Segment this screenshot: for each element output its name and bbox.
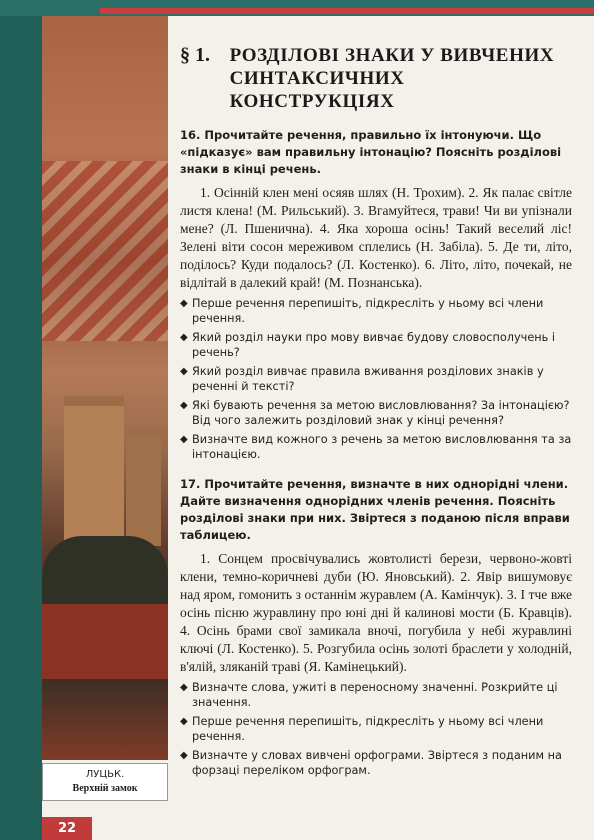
question-item bbox=[180, 714, 572, 744]
lutsk-castle-photo bbox=[42, 16, 168, 760]
diamond-icon: ◆ bbox=[180, 400, 188, 411]
question-item bbox=[180, 432, 572, 462]
exercise-17-text: 1. Сонцем просвічувались жовтолисті берези, червоно-жовті клени, темно-коричневі дуби (Ю. Яновський). 2. Явір вишумовує над яром, гомонить з останнім журавлем (А. Камінчук). 3. І тче вже осінь пісню журавлину про юні дні й калинові мости (Б. Кравців). 4. Осінь брами свої замикала вночі, погубила у небі журавлині ключі (Л. Костенко). 5. Розгубила осінь золоті браслети у холодній, в'ялій, зляканій траві (Я. Камінецький). bbox=[180, 551, 572, 674]
diamond-icon: ◆ bbox=[180, 434, 188, 445]
question-text: Які бувають речення за метою висловлювання? За інтонацією? Від чого залежить розділовий знак у кінці речення? bbox=[192, 399, 570, 427]
caption-city: ЛУЦЬК. bbox=[85, 769, 125, 780]
diamond-icon: ◆ bbox=[180, 366, 188, 377]
exercise-16-text: 1. Осінній клен мені осяяв шлях (Н. Трохим). 2. Як палає світле листя клена! (М. Рильський). 3. Вгамуйтеся, трави! Чи ви упізнали мене? (Л. Пшенична). 4. Яка хороша осінь! Такий веселий ліс! Зелені віти сосон мереживом сплелись (Н. Забіла). 5. Де ти, літо, поділось? Куди подалось? (Л. Костенко). 6. Літо, літо, почекай, не відлітай в далекий край! (М. Познанська). bbox=[180, 185, 572, 290]
exercise-16-questions bbox=[180, 296, 572, 462]
question-text: Визначте вид кожного з речень за метою висловлювання та за інтонацією. bbox=[192, 433, 572, 461]
exercise-17-heading: 17. Прочитайте речення, визначте в них однорідні члени. Дайте визначення однорідних членів речення. Поясніть розділові знаки при них. Звіртеся з поданою після вправи таблицею. bbox=[180, 477, 570, 542]
question-text: Визначте у словах вивчені орфограми. Звіртеся з поданим на форзаці переліком орфограм. bbox=[192, 749, 562, 777]
question-text: Перше речення перепишіть, підкресліть у ньому всі члени речення. bbox=[192, 715, 544, 743]
caption-place: Верхній замок bbox=[72, 783, 138, 794]
question-item bbox=[180, 680, 572, 710]
section-title-text bbox=[230, 44, 572, 113]
question-text: Який розділ науки про мову вивчає будову словосполучень і речень? bbox=[192, 331, 556, 359]
diamond-icon: ◆ bbox=[180, 716, 188, 727]
question-text: Перше речення перепишіть, підкресліть у ньому всі члени речення. bbox=[192, 297, 544, 325]
photo-caption bbox=[42, 763, 168, 801]
section-title-line2: СИНТАКСИЧНИХ КОНСТРУКЦІЯХ bbox=[229, 68, 405, 112]
question-text: Який розділ вивчає правила вживання розділових знаків у реченні й тексті? bbox=[192, 365, 544, 393]
photo-tower-secondary bbox=[126, 436, 161, 546]
page-number: 22 bbox=[42, 817, 92, 840]
exercise-16-heading: 16. Прочитайте речення, правильно їх інтонуючи. Що «підказує» вам правильну інтонацію? Поясніть розділові знаки в кінці речень. bbox=[180, 128, 562, 176]
page-content bbox=[180, 44, 572, 778]
section-title-line1: РОЗДІЛОВІ ЗНАКИ У ВИВЧЕНИХ bbox=[229, 45, 555, 66]
left-color-band bbox=[0, 0, 42, 840]
question-item bbox=[180, 398, 572, 428]
top-red-stripe bbox=[100, 8, 594, 14]
section-title bbox=[180, 44, 572, 113]
photo-red-wall bbox=[42, 604, 168, 679]
diamond-icon: ◆ bbox=[180, 298, 188, 309]
section-number: § 1. bbox=[180, 44, 210, 66]
diamond-icon: ◆ bbox=[180, 750, 188, 761]
question-item bbox=[180, 748, 572, 778]
diamond-icon: ◆ bbox=[180, 332, 188, 343]
question-text: Визначте слова, ужиті в переносному значенні. Розкрийте ці значення. bbox=[192, 681, 558, 709]
question-item bbox=[180, 364, 572, 394]
question-item bbox=[180, 296, 572, 326]
photo-roofs bbox=[42, 161, 168, 341]
exercise-17-questions bbox=[180, 680, 572, 778]
diamond-icon: ◆ bbox=[180, 682, 188, 693]
question-item bbox=[180, 330, 572, 360]
